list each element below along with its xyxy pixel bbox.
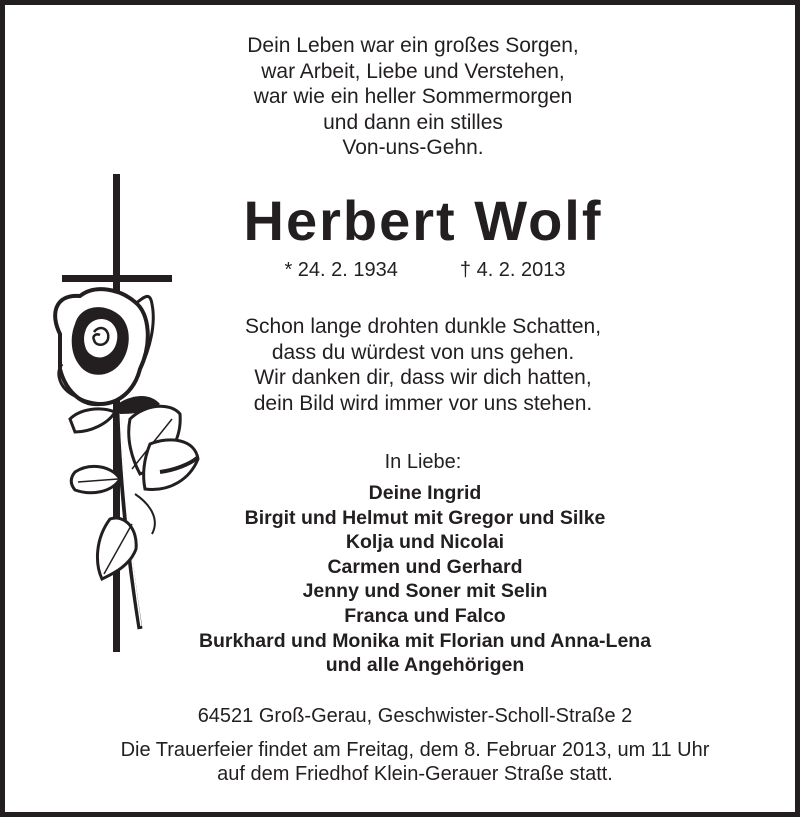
poem-line: Wir danken dir, dass wir dich hatten,: [254, 366, 592, 389]
mourner-line: Burkhard und Monika mit Florian und Anna-Lena: [198, 629, 652, 652]
poem-line: Dein Leben war ein großes Sorgen,: [247, 34, 579, 57]
farewell-label: In Liebe:: [384, 451, 462, 473]
funeral-service-info: [65, 738, 765, 786]
poem-line: Von-uns-Gehn.: [342, 136, 484, 159]
mourner-line: Deine Ingrid: [368, 482, 482, 504]
obituary-notice: [5, 5, 795, 812]
opening-poem: [173, 33, 653, 161]
family-address: 64521 Groß-Gerau, Geschwister-Scholl-Straße 2: [197, 705, 633, 727]
mourners-list: [155, 481, 695, 678]
mourner-line: und alle Angehörigen: [325, 654, 525, 677]
death-date: † 4. 2. 2013: [459, 259, 566, 281]
poem-line: und dann ein stilles: [323, 110, 503, 134]
poem-line: war Arbeit, Liebe und Verstehen,: [261, 59, 565, 83]
mourner-line: Jenny und Soner mit Selin: [302, 580, 548, 603]
poem-line: war wie ein heller Sommermorgen: [253, 85, 573, 108]
service-line: auf dem Friedhof Klein-Gerauer Straße statt.: [217, 763, 613, 785]
mourner-line: Carmen und Gerhard: [327, 555, 523, 578]
poem-line: Schon lange drohten dunkle Schatten,: [244, 315, 602, 338]
service-line: Die Trauerfeier findet am Freitag, dem 8. Februar 2013, um 11 Uhr: [120, 739, 710, 761]
poem-line: dass du würdest von uns gehen.: [271, 340, 575, 364]
poem-line: dein Bild wird immer vor uns stehen.: [253, 391, 593, 415]
second-poem: [163, 314, 683, 416]
deceased-name: Herbert Wolf: [243, 189, 603, 252]
life-dates: [225, 258, 625, 282]
mourner-line: Franca und Falco: [344, 604, 506, 627]
birth-date: * 24. 2. 1934: [284, 259, 398, 281]
mourner-line: Kolja und Nicolai: [345, 531, 505, 554]
mourner-line: Birgit und Helmut mit Gregor und Silke: [244, 506, 606, 529]
